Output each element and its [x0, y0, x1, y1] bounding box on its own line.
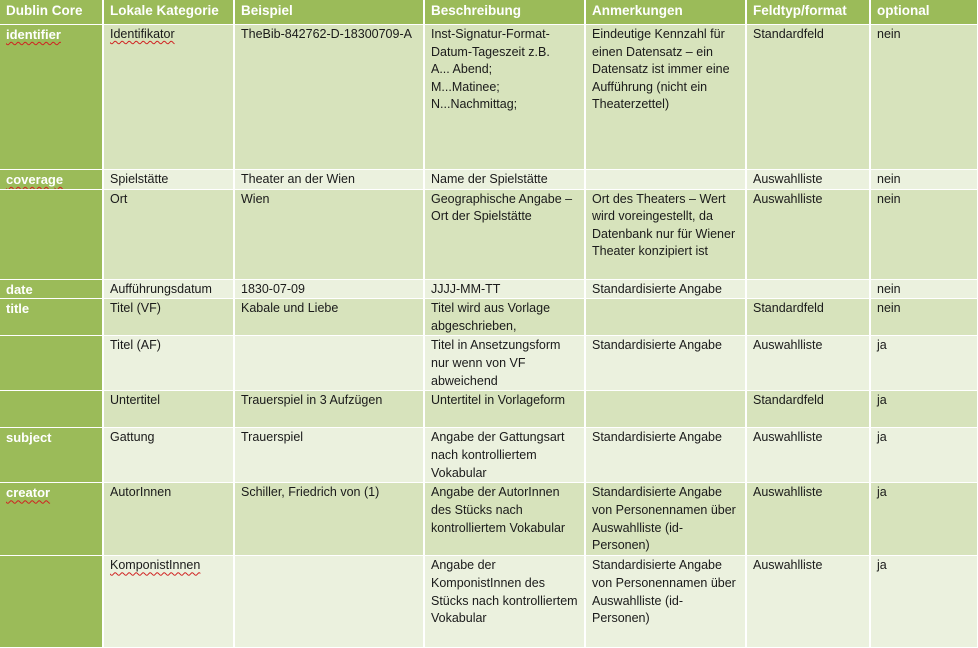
beschreibung-cell: Titel in Ansetzungsform nur wenn von VF abweichend: [424, 336, 585, 391]
kategorie-cell: KomponistInnen: [103, 556, 234, 648]
feldtyp-cell: Standardfeld: [746, 391, 870, 428]
anmerkungen-cell: [585, 170, 746, 190]
header-beispiel: Beispiel: [234, 0, 424, 25]
beispiel-cell: Wien: [234, 189, 424, 279]
optional-cell: ja: [870, 391, 978, 428]
dublin-core-cell: coverage: [0, 170, 103, 190]
header-feldtyp: Feldtyp/format: [746, 0, 870, 25]
table-row: [0, 279, 978, 299]
anmerkungen-cell: [585, 299, 746, 336]
beschreibung-cell: Angabe der AutorInnen des Stücks nach kontrolliertem Vokabular: [424, 483, 585, 556]
anmerkungen-cell: Standardisierte Angabe: [585, 336, 746, 391]
beispiel-cell: Kabale und Liebe: [234, 299, 424, 336]
feldtyp-cell: Auswahlliste: [746, 556, 870, 648]
header-row: [0, 0, 978, 25]
optional-cell: nein: [870, 25, 978, 170]
beschreibung-cell: Inst-Signatur-Format-Datum-Tageszeit z.B. A... Abend; M...Matinee; N...Nachmittag;: [424, 25, 585, 170]
kategorie-cell: Aufführungsdatum: [103, 279, 234, 299]
beschreibung-cell: Angabe der Gattungsart nach kontrolliertem Vokabular: [424, 428, 585, 483]
table-row: [0, 391, 978, 428]
beispiel-cell: TheBib-842762-D-18300709-A: [234, 25, 424, 170]
kategorie-cell: Identifikator: [103, 25, 234, 170]
optional-cell: nein: [870, 299, 978, 336]
optional-cell: ja: [870, 428, 978, 483]
feldtyp-cell: Standardfeld: [746, 299, 870, 336]
header-lokale-kategorie: Lokale Kategorie: [103, 0, 234, 25]
dublin-core-cell: [0, 391, 103, 428]
header-optional: optional: [870, 0, 978, 25]
beispiel-cell: [234, 336, 424, 391]
kategorie-cell: Spielstätte: [103, 170, 234, 190]
dublin-core-cell: creator: [0, 483, 103, 556]
beispiel-cell: [234, 556, 424, 648]
table-row: [0, 483, 978, 556]
beispiel-cell: Trauerspiel: [234, 428, 424, 483]
table-row: [0, 428, 978, 483]
dublin-core-cell: identifier: [0, 25, 103, 170]
feldtyp-cell: Standardfeld: [746, 25, 870, 170]
optional-cell: ja: [870, 556, 978, 648]
anmerkungen-cell: Ort des Theaters – Wert wird voreingestellt, da Datenbank nur für Wiener Theater konzipiert ist: [585, 189, 746, 279]
anmerkungen-cell: Standardisierte Angabe: [585, 279, 746, 299]
optional-cell: nein: [870, 279, 978, 299]
feldtyp-cell: Auswahlliste: [746, 428, 870, 483]
dublin-core-cell: [0, 556, 103, 648]
beschreibung-cell: Untertitel in Vorlageform: [424, 391, 585, 428]
header-anmerkungen: Anmerkungen: [585, 0, 746, 25]
optional-cell: ja: [870, 336, 978, 391]
header-dublin-core: Dublin Core: [0, 0, 103, 25]
dublin-core-cell: date: [0, 279, 103, 299]
table-row: [0, 336, 978, 391]
dublin-core-cell: [0, 189, 103, 279]
feldtyp-cell: Auswahlliste: [746, 483, 870, 556]
anmerkungen-cell: Standardisierte Angabe von Personennamen über Auswahlliste (id-Personen): [585, 483, 746, 556]
anmerkungen-cell: [585, 391, 746, 428]
feldtyp-cell: Auswahlliste: [746, 336, 870, 391]
anmerkungen-cell: Standardisierte Angabe: [585, 428, 746, 483]
kategorie-cell: Titel (VF): [103, 299, 234, 336]
header-beschreibung: Beschreibung: [424, 0, 585, 25]
table-row: [0, 556, 978, 648]
kategorie-cell: Gattung: [103, 428, 234, 483]
beschreibung-cell: Name der Spielstätte: [424, 170, 585, 190]
kategorie-cell: Ort: [103, 189, 234, 279]
dublin-core-cell: title: [0, 299, 103, 336]
optional-cell: nein: [870, 170, 978, 190]
beschreibung-cell: Geographische Angabe – Ort der Spielstätte: [424, 189, 585, 279]
table-row: [0, 189, 978, 279]
anmerkungen-cell: Standardisierte Angabe von Personennamen über Auswahlliste (id-Personen): [585, 556, 746, 648]
beschreibung-cell: JJJJ-MM-TT: [424, 279, 585, 299]
optional-cell: ja: [870, 483, 978, 556]
beispiel-cell: Trauerspiel in 3 Aufzügen: [234, 391, 424, 428]
dublin-core-cell: subject: [0, 428, 103, 483]
kategorie-cell: Titel (AF): [103, 336, 234, 391]
dublin-core-cell: [0, 336, 103, 391]
feldtyp-cell: Auswahlliste: [746, 170, 870, 190]
feldtyp-cell: Auswahlliste: [746, 189, 870, 279]
table-row: [0, 25, 978, 170]
beispiel-cell: 1830-07-09: [234, 279, 424, 299]
beschreibung-cell: Titel wird aus Vorlage abgeschrieben,: [424, 299, 585, 336]
table-row: [0, 170, 978, 190]
beispiel-cell: Schiller, Friedrich von (1): [234, 483, 424, 556]
beschreibung-cell: Angabe der KomponistInnen des Stücks nach kontrolliertem Vokabular: [424, 556, 585, 648]
table-row: [0, 299, 978, 336]
anmerkungen-cell: Eindeutige Kennzahl für einen Datensatz – ein Datensatz ist immer eine Aufführung (nicht ein Theaterzettel): [585, 25, 746, 170]
beispiel-cell: Theater an der Wien: [234, 170, 424, 190]
optional-cell: nein: [870, 189, 978, 279]
kategorie-cell: Untertitel: [103, 391, 234, 428]
kategorie-cell: AutorInnen: [103, 483, 234, 556]
feldtyp-cell: [746, 279, 870, 299]
